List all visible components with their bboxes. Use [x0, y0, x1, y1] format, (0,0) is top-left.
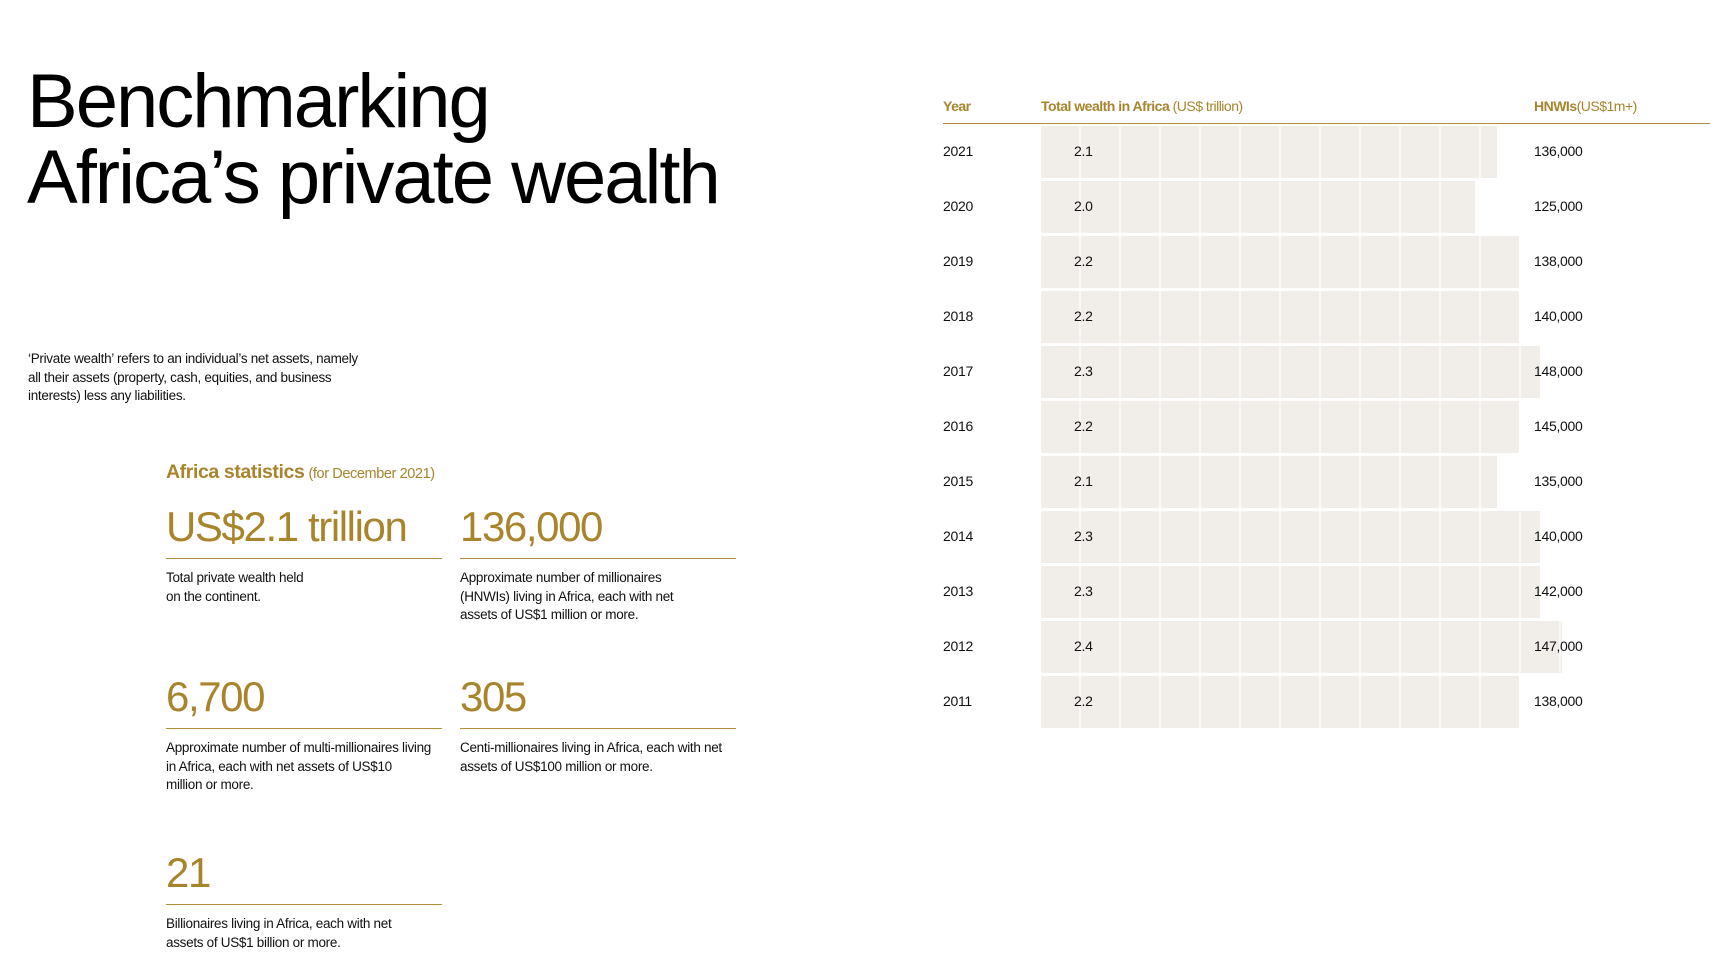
- table-row: [943, 564, 1710, 619]
- header-total-wealth-label: Total wealth in Africa: [1041, 98, 1170, 114]
- wealth-bar: [1041, 676, 1519, 728]
- row-year: 2021: [943, 143, 973, 159]
- row-year: 2020: [943, 198, 973, 214]
- row-year: 2011: [943, 693, 972, 709]
- row-year: 2019: [943, 253, 973, 269]
- table-row: [943, 674, 1710, 729]
- stat-description: Centi-millionaires living in Africa, each with net assets of US$100 million or more.: [460, 740, 722, 774]
- stat-description: Approximate number of multi-millionaires living in Africa, each with net assets of US$10 million or more.: [166, 740, 432, 792]
- row-wealth-value: 2.2: [1074, 693, 1093, 709]
- intro-text: ‘Private wealth’ refers to an individual’s net assets, namely all their assets (property, cash, equities, and business interests) less any liabilities.: [28, 351, 358, 403]
- row-wealth-value: 2.2: [1074, 418, 1093, 434]
- page-title-line-1: Benchmarking: [27, 59, 489, 144]
- stats-heading-date: (for December 2021): [308, 466, 435, 482]
- row-hnwi-count: 125,000: [1534, 198, 1583, 214]
- stat-total-wealth: [166, 502, 442, 606]
- header-total-wealth-unit: (US$ trillion): [1172, 98, 1243, 114]
- wealth-bar: [1041, 181, 1475, 233]
- row-hnwi-count: 136,000: [1534, 143, 1583, 159]
- row-wealth-value: 2.4: [1074, 638, 1093, 654]
- row-hnwi-count: 148,000: [1534, 363, 1583, 379]
- table-body: [943, 124, 1710, 729]
- wealth-bar: [1041, 236, 1519, 288]
- row-year: 2016: [943, 418, 973, 434]
- page-title-line-2: Africa’s private wealth: [27, 135, 719, 220]
- wealth-table: [943, 96, 1710, 729]
- row-hnwi-count: 135,000: [1534, 473, 1583, 489]
- stat-value: 21: [166, 848, 442, 905]
- table-row: [943, 289, 1710, 344]
- row-year: 2013: [943, 583, 973, 599]
- row-wealth-value: 2.3: [1074, 363, 1093, 379]
- row-year: 2012: [943, 638, 973, 654]
- stat-description: Total private wealth held on the continent.: [166, 570, 304, 604]
- wealth-bar: [1041, 511, 1540, 563]
- row-hnwi-count: 138,000: [1534, 253, 1583, 269]
- row-hnwi-count: 147,000: [1534, 638, 1583, 654]
- table-row: [943, 344, 1710, 399]
- stat-millionaires: [460, 502, 736, 625]
- page-title: [27, 59, 719, 220]
- stat-description: Billionaires living in Africa, each with net assets of US$1 billion or more.: [166, 916, 392, 950]
- table-row: [943, 124, 1710, 179]
- row-year: 2018: [943, 308, 973, 324]
- table-header: [943, 96, 1710, 124]
- wealth-bar: [1041, 566, 1540, 618]
- table-row: [943, 234, 1710, 289]
- table-row: [943, 179, 1710, 234]
- stat-value: 6,700: [166, 672, 442, 729]
- row-hnwi-count: 142,000: [1534, 583, 1583, 599]
- header-total-wealth: [1041, 98, 1243, 114]
- row-year: 2014: [943, 528, 973, 544]
- header-hnwis-label: HNWIs: [1534, 98, 1577, 114]
- stat-value: 136,000: [460, 502, 736, 559]
- stat-value: US$2.1 trillion: [166, 502, 442, 559]
- row-wealth-value: 2.2: [1074, 253, 1093, 269]
- row-wealth-value: 2.2: [1074, 308, 1093, 324]
- row-wealth-value: 2.0: [1074, 198, 1093, 214]
- stats-heading: [166, 461, 435, 484]
- row-hnwi-count: 140,000: [1534, 308, 1583, 324]
- table-row: [943, 509, 1710, 564]
- header-year: Year: [943, 98, 971, 114]
- row-wealth-value: 2.3: [1074, 528, 1093, 544]
- stats-heading-title: Africa statistics: [166, 461, 305, 483]
- row-hnwi-count: 138,000: [1534, 693, 1583, 709]
- stat-multi-millionaires: [166, 672, 442, 795]
- header-hnwis: [1534, 98, 1637, 114]
- row-wealth-value: 2.1: [1074, 143, 1093, 159]
- wealth-bar: [1041, 346, 1540, 398]
- row-year: 2015: [943, 473, 973, 489]
- wealth-bar: [1041, 291, 1519, 343]
- stat-value: 305: [460, 672, 736, 729]
- table-row: [943, 454, 1710, 509]
- table-row: [943, 619, 1710, 674]
- stat-centi-millionaires: [460, 672, 736, 776]
- row-hnwi-count: 140,000: [1534, 528, 1583, 544]
- row-wealth-value: 2.1: [1074, 473, 1093, 489]
- row-year: 2017: [943, 363, 973, 379]
- row-wealth-value: 2.3: [1074, 583, 1093, 599]
- wealth-bar: [1041, 401, 1519, 453]
- wealth-bar: [1041, 621, 1562, 673]
- row-hnwi-count: 145,000: [1534, 418, 1583, 434]
- table-row: [943, 399, 1710, 454]
- stat-billionaires: [166, 848, 442, 952]
- header-hnwis-unit: (US$1m+): [1576, 98, 1637, 114]
- wealth-bar: [1041, 456, 1497, 508]
- stat-description: Approximate number of millionaires (HNWIs) living in Africa, each with net assets of US$1 million or more.: [460, 570, 674, 622]
- wealth-bar: [1041, 126, 1497, 178]
